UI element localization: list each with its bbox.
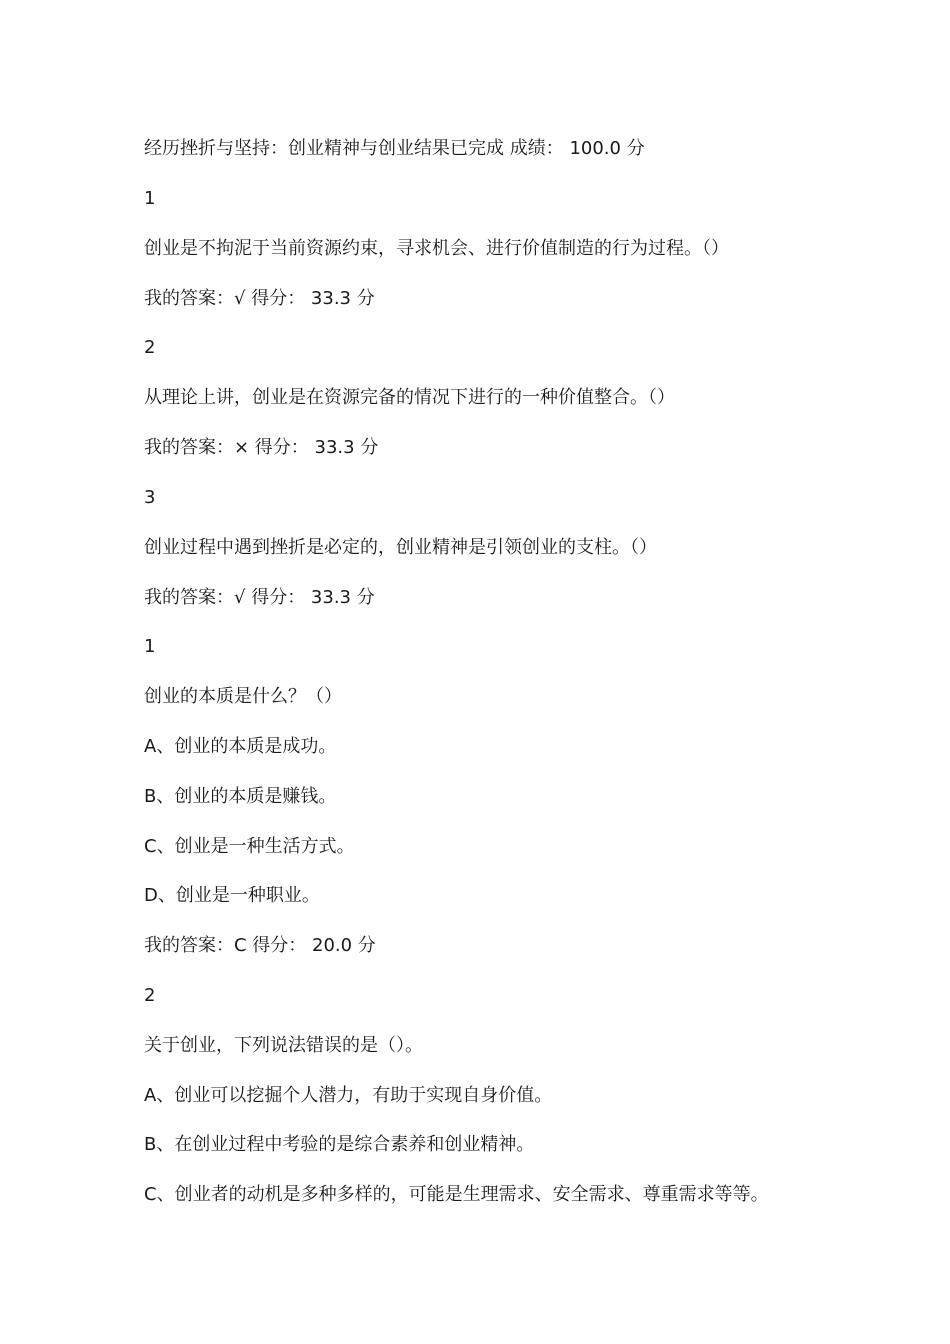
option-a: A、创业的本质是成功。 — [144, 736, 337, 757]
question-number: 1 — [144, 188, 156, 209]
answer-score: 我的答案：C 得分： 20.0 分 — [144, 935, 376, 956]
question-text: 创业是不拘泥于当前资源约束，寻求机会、进行价值制造的行为过程。（） — [144, 238, 729, 259]
question-text: 创业过程中遇到挫折是必定的，创业精神是引领创业的支柱。（） — [144, 537, 657, 558]
question-number: 2 — [144, 337, 156, 358]
question-text: 创业的本质是什么？（） — [144, 686, 342, 707]
question-number: 3 — [144, 487, 156, 508]
section-title: 经历挫折与坚持：创业精神与创业结果已完成 成绩： 100.0 分 — [144, 138, 645, 159]
answer-score: 我的答案：× 得分： 33.3 分 — [144, 437, 379, 458]
option-a: A、创业可以挖掘个人潜力，有助于实现自身价值。 — [144, 1085, 553, 1106]
question-text: 从理论上讲，创业是在资源完备的情况下进行的一种价值整合。（） — [144, 387, 675, 408]
question-number: 1 — [144, 636, 156, 657]
answer-score: 我的答案：√ 得分： 33.3 分 — [144, 288, 375, 309]
option-c: C、创业是一种生活方式。 — [144, 836, 355, 857]
option-b: B、在创业过程中考验的是综合素养和创业精神。 — [144, 1134, 535, 1155]
question-text: 关于创业，下列说法错误的是（）。 — [144, 1035, 423, 1056]
option-d: D、创业是一种职业。 — [144, 885, 320, 906]
answer-score: 我的答案：√ 得分： 33.3 分 — [144, 587, 375, 608]
option-b: B、创业的本质是赚钱。 — [144, 786, 337, 807]
option-c: C、创业者的动机是多种多样的，可能是生理需求、安全需求、尊重需求等等。 — [144, 1184, 769, 1205]
question-number: 2 — [144, 985, 156, 1006]
